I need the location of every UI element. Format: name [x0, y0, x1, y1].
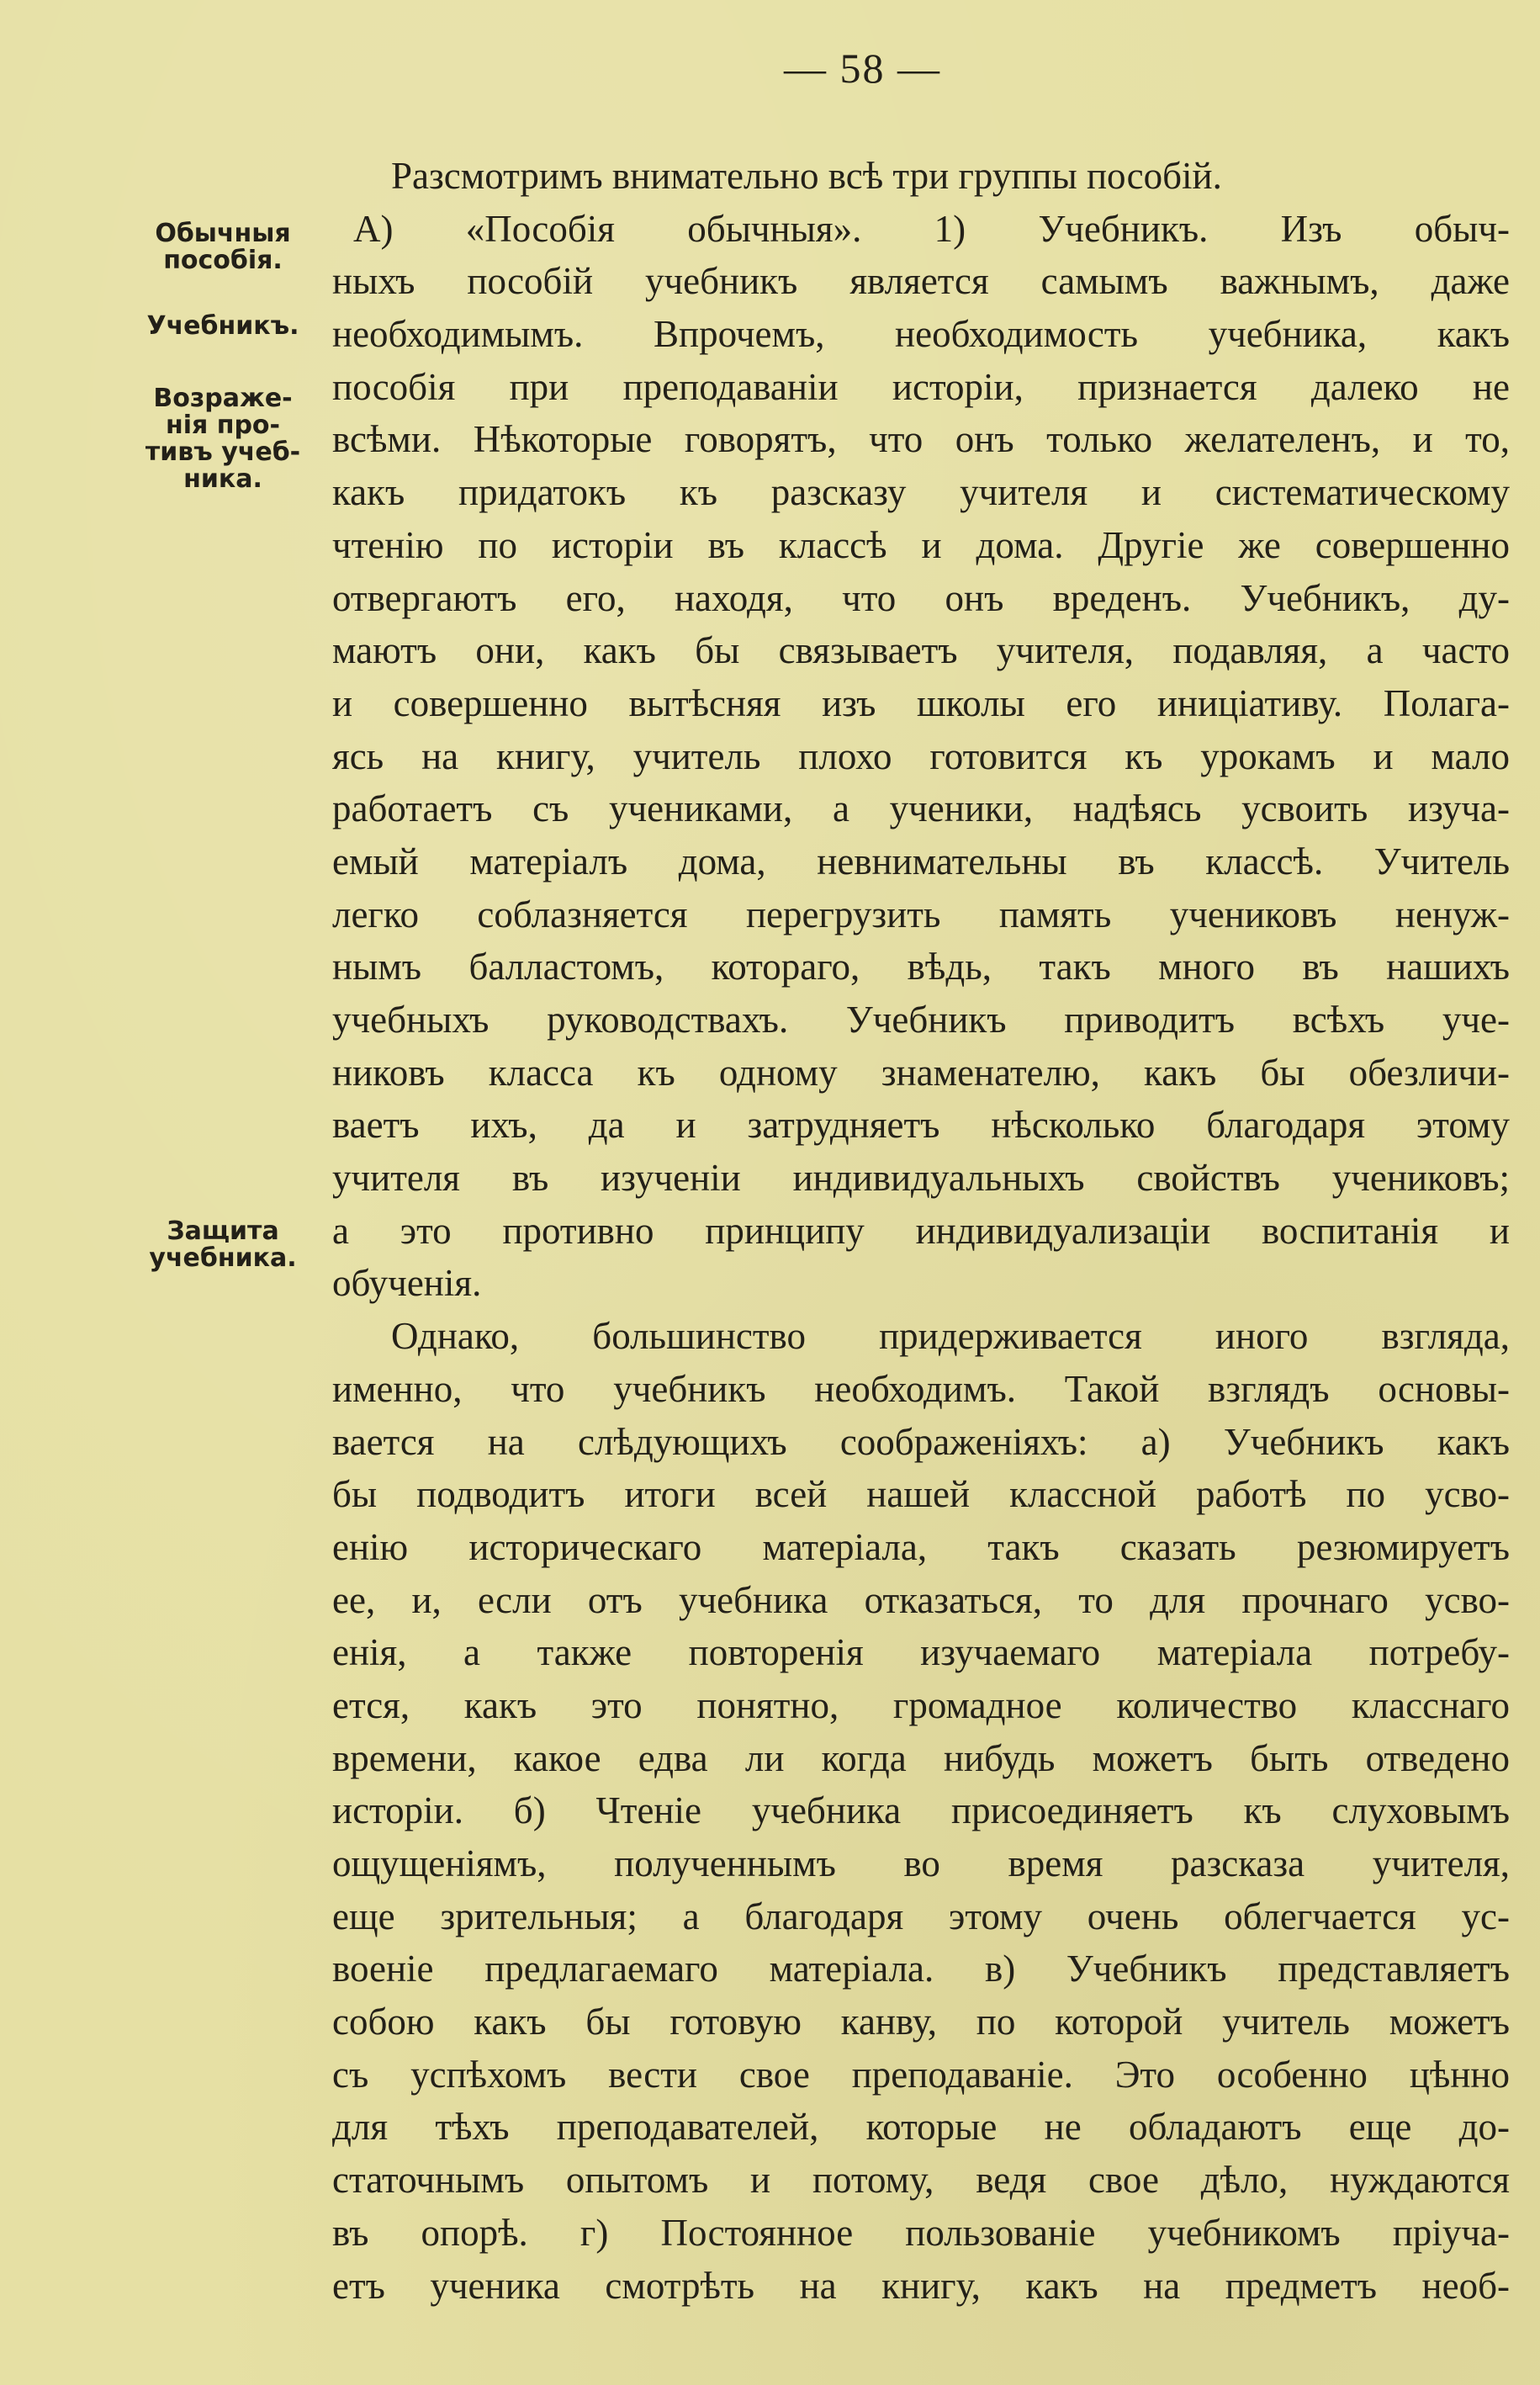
text-line: ется, какъ это понятно, громадное количество класснаго [332, 1683, 1510, 1726]
margin-note-vozrazheniya [118, 385, 328, 493]
text-line: енія, а также повторенія изучаемаго матеріала потребу- [332, 1631, 1510, 1674]
margin-note-line: Возраже- [153, 384, 293, 413]
text-line: никовъ класса къ одному знаменателю, какъ бы обезличи- [332, 1051, 1510, 1094]
text-line: нымъ балластомъ, котораго, вѣдь, такъ много въ нашихъ [332, 946, 1510, 988]
text-line: ваетъ ихъ, да и затрудняетъ нѣсколько благодаря этому [332, 1104, 1510, 1147]
text-line: етъ ученика смотрѣть на книгу, какъ на предметъ необ- [332, 2264, 1510, 2307]
text-line: учебныхъ руководствахъ. Учебникъ приводитъ всѣхъ уче- [332, 999, 1510, 1041]
text-line: енію историческаго матеріала, такъ сказать резюмируетъ [332, 1525, 1510, 1568]
text-line: еще зрительныя; а благодаря этому очень облегчается ус- [332, 1895, 1510, 1937]
margin-note-line: учебника. [149, 1243, 297, 1273]
body-text [332, 150, 1510, 2312]
text-line: ее, и, если отъ учебника отказаться, то для прочнаго усво- [332, 1578, 1510, 1621]
margin-note-line: нія про- [166, 411, 280, 440]
text-line: собою какъ бы готовую канву, по которой учитель можетъ [332, 2001, 1510, 2043]
text-line: исторіи. б) Чтеніе учебника присоединяетъ къ слуховымъ [332, 1789, 1510, 1832]
text-line: вается на слѣдующихъ соображеніяхъ: а) Учебникъ какъ [332, 1420, 1510, 1463]
text-line: А) «Пособія обычныя». 1) Учебникъ. Изъ обыч- [353, 207, 1510, 250]
text-line: учителя въ изученіи индивидуальныхъ свойствъ учениковъ; [332, 1157, 1510, 1200]
text-line: Разсмотримъ внимательно всѣ три группы пособій. [391, 155, 1222, 197]
text-line: емый матеріалъ дома, невнимательны въ классѣ. Учитель [332, 840, 1510, 882]
text-line: Однако, большинство придерживается иного взгляда, [391, 1315, 1510, 1358]
text-line: для тѣхъ преподавателей, которые не обладаютъ еще до- [332, 2106, 1510, 2149]
text-line: отвергаютъ его, находя, что онъ вреденъ. Учебникъ, ду- [332, 576, 1510, 619]
text-line: въ опорѣ. г) Постоянное пользованіе учебникомъ пріуча- [332, 2211, 1510, 2254]
margin-note-line: Учебникъ. [146, 311, 299, 341]
text-line: съ успѣхомъ вести свое преподаваніе. Это особенно цѣнно [332, 2053, 1510, 2096]
text-line: какъ придатокъ къ разсказу учителя и систематическому [332, 471, 1510, 514]
text-line: работаетъ съ учениками, а ученики, надѣясь усвоить изуча- [332, 787, 1510, 830]
text-line: ощущеніямъ, полученнымъ во время разсказа учителя, [332, 1842, 1510, 1884]
text-line: ныхъ пособій учебникъ является самымъ важнымъ, даже [332, 260, 1510, 303]
text-line: легко соблазняется перегрузить память учениковъ ненуж- [332, 893, 1510, 935]
text-line: а это противно принципу индивидуализаціи воспитанія и [332, 1209, 1510, 1252]
text-line: ясь на книгу, учитель плохо готовится къ урокамъ и мало [332, 734, 1510, 777]
margin-note-zashchita [118, 1218, 328, 1272]
text-line: всѣми. Нѣкоторые говорятъ, что онъ только желателенъ, и то, [332, 418, 1510, 461]
text-line: пособія при преподаваніи исторіи, признается далеко не [332, 365, 1510, 408]
text-line: необходимымъ. Впрочемъ, необходимость учебника, какъ [332, 313, 1510, 356]
page-number: — 58 — [784, 45, 941, 92]
text-line: маютъ они, какъ бы связываетъ учителя, подавляя, а часто [332, 629, 1510, 672]
text-line: и совершенно вытѣсняя изъ школы его иниціативу. Полага- [332, 681, 1510, 724]
text-line: обученія. [332, 1262, 482, 1305]
text-line: чтенію по исторіи въ классѣ и дома. Другіе же совершенно [332, 523, 1510, 566]
text-line: военіе предлагаемаго матеріала. в) Учебникъ представляетъ [332, 1948, 1510, 1990]
text-line: бы подводитъ итоги всей нашей классной работѣ по усво- [332, 1473, 1510, 1516]
text-line: статочнымъ опытомъ и потому, ведя свое дѣло, нуждаются [332, 2159, 1510, 2202]
text-line: времени, какое едва ли когда нибудь можетъ быть отведено [332, 1736, 1510, 1779]
text-line: именно, что учебникъ необходимъ. Такой взглядъ основы- [332, 1367, 1510, 1410]
margin-note-line: ника. [183, 464, 262, 494]
margin-note-line: тивъ учеб- [145, 437, 301, 467]
margin-note-line: Обычныя [155, 219, 291, 248]
margin-note-obychnye [118, 220, 328, 274]
margin-note-line: пособія. [163, 246, 283, 275]
margin-note-line: Защита [167, 1216, 279, 1246]
margin-note-uchebnik [118, 313, 328, 340]
